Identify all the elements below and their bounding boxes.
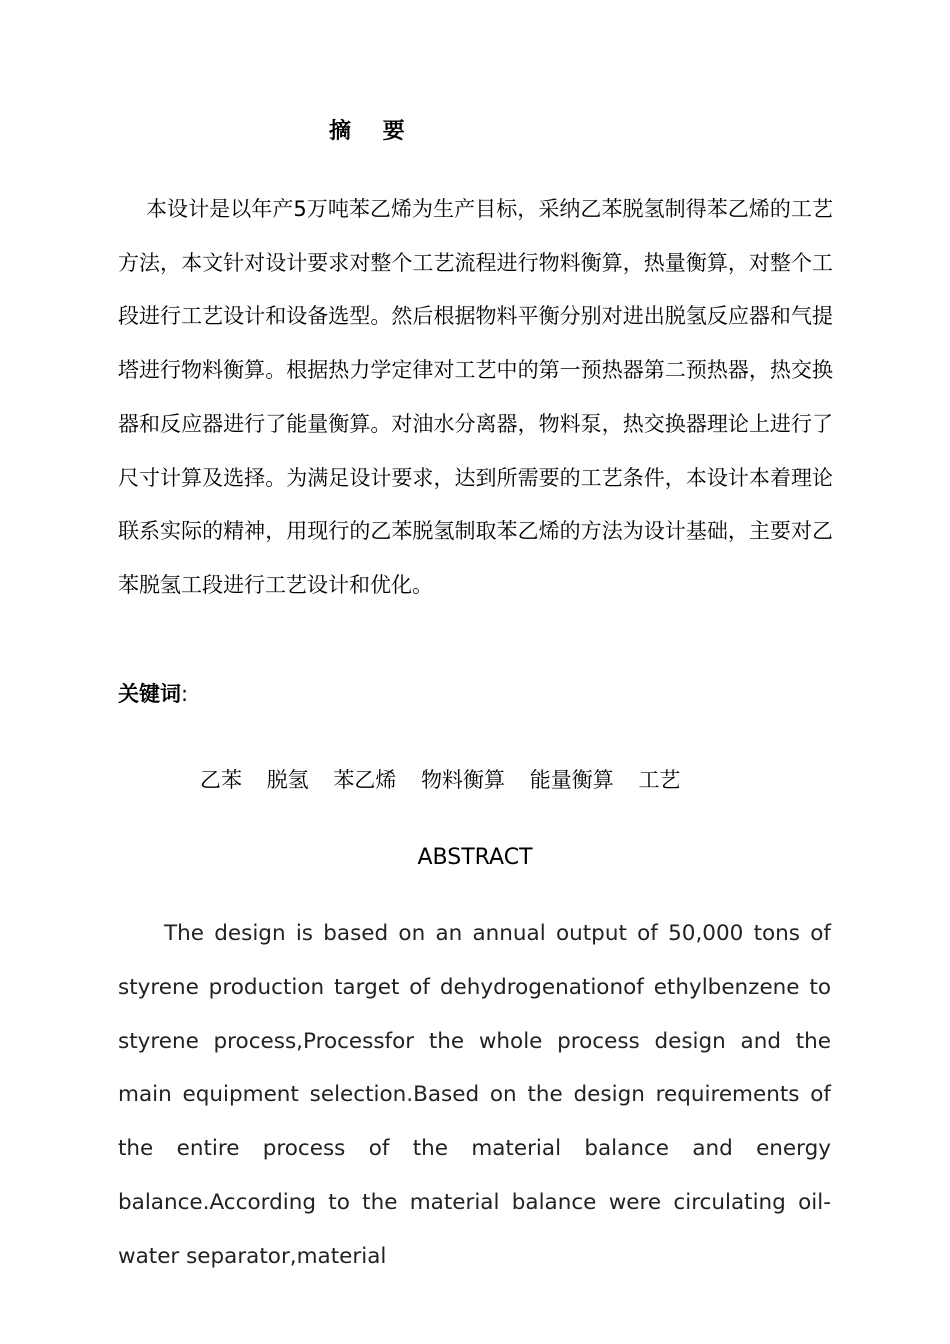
english-abstract-title: ABSTRACT xyxy=(417,845,533,870)
keywords-label-text: 关键词 xyxy=(118,682,181,706)
keyword-item: 苯乙烯 xyxy=(333,768,397,792)
keywords-label xyxy=(118,678,188,710)
keyword-item: 物料衡算 xyxy=(421,768,506,792)
keyword-item: 能量衡算 xyxy=(529,768,614,792)
keywords-colon: : xyxy=(181,682,189,706)
keywords-list xyxy=(200,764,692,796)
keyword-item: 工艺 xyxy=(638,768,681,792)
keyword-item: 脱氢 xyxy=(266,768,309,792)
keyword-item: 乙苯 xyxy=(200,768,242,792)
chinese-abstract-title: 摘 要 xyxy=(329,119,417,144)
chinese-abstract-body: 本设计是以年产5万吨苯乙烯为生产目标，采纳乙苯脱氢制得苯乙烯的工艺方法，本文针对设计要求对整个工艺流程进行物料衡算，热量衡算，对整个工段进行工艺设计和设备选型。然后根据物料平衡分别对进出脱氢反应器和气提塔进行物料衡算。根据热力学定律对工艺中的第一预热器第二预热器，热交换器和反应器进行了能量衡算。对油水分离器，物料泵，热交换器理论上进行了尺寸计算及选择。为满足设计要求，达到所需要的工艺条件，本设计本着理论联系实际的精神，用现行的乙苯脱氢制取苯乙烯的方法为设计基础，主要对乙苯脱氢工段进行工艺设计和优化。 xyxy=(118,197,833,597)
english-abstract-body: The design is based on an annual output of 50,000 tons of styrene production target of dehydrogenationof ethylbenzene to styrene process,Processfor the whole process design and the main equipment selection.Based on the design requirements of the entire process of the material balance and energy balance.According to the material balance were circulating oil-water separator,material xyxy=(118,921,831,1269)
